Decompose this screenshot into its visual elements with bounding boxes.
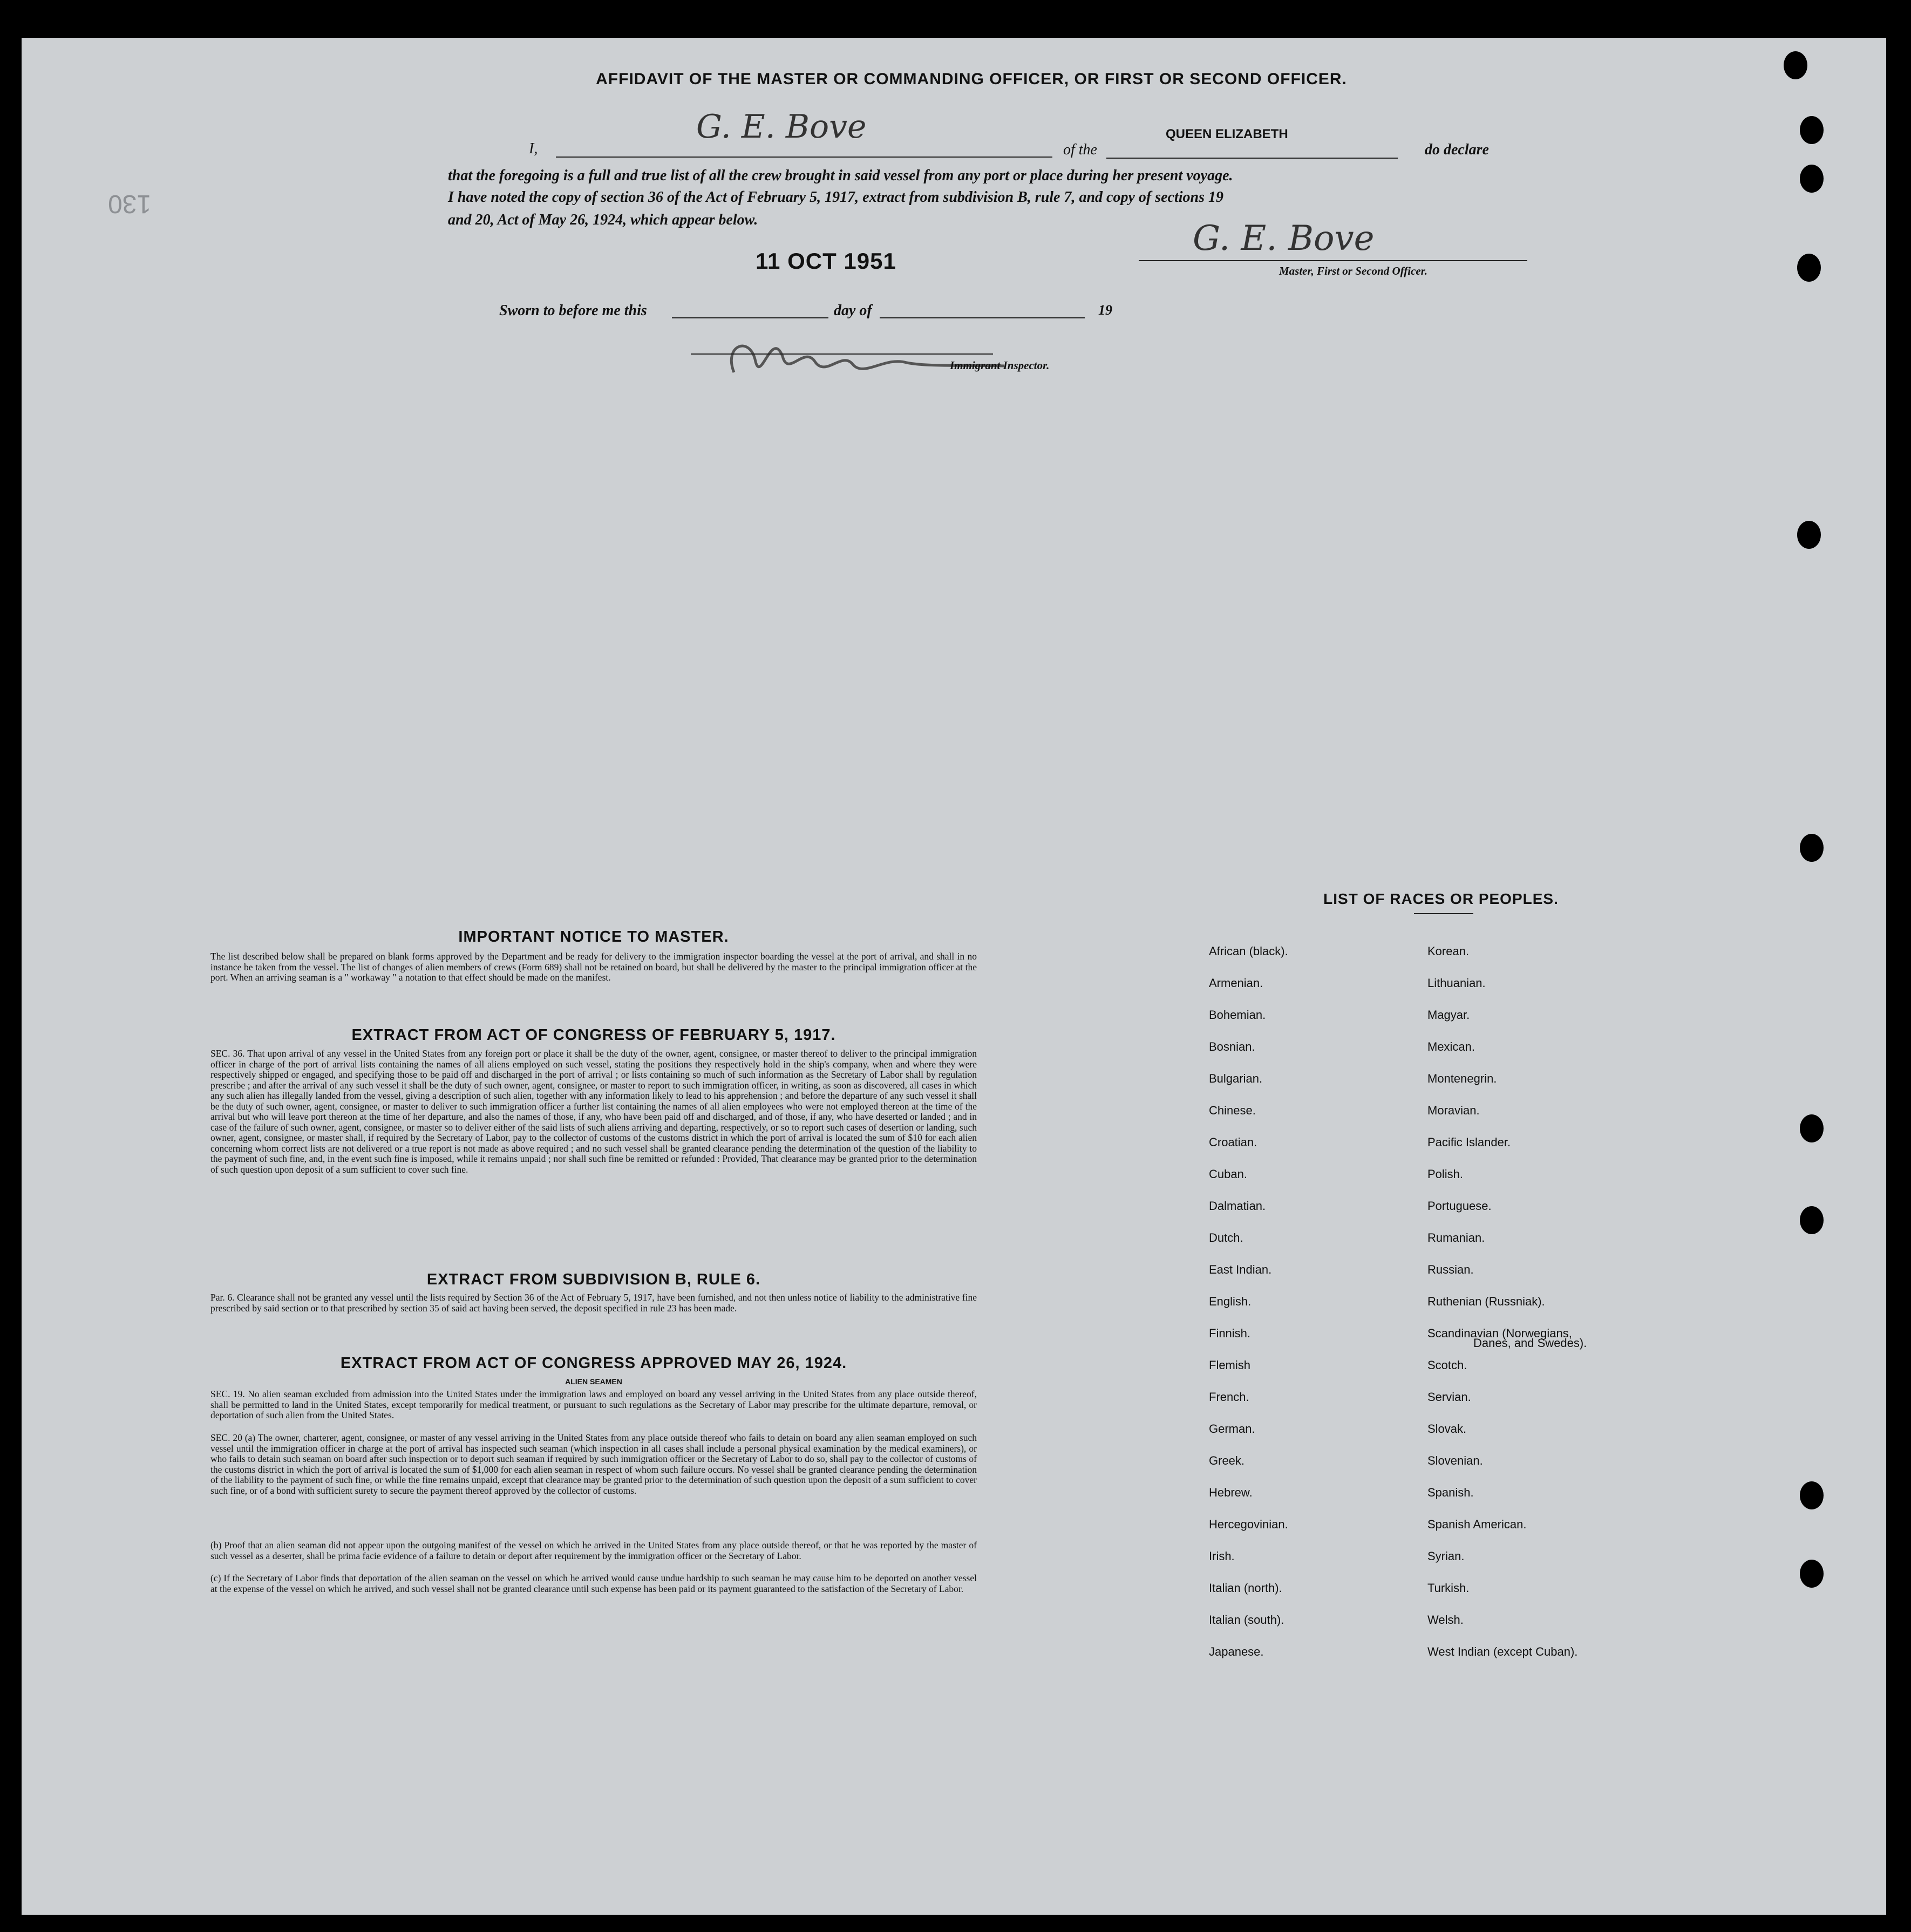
master-caption: Master, First or Second Officer. <box>1279 264 1427 277</box>
race-left-item: Flemish <box>1209 1358 1251 1372</box>
race-right-item: West Indian (except Cuban). <box>1427 1645 1578 1658</box>
punch-hole <box>1800 1560 1824 1588</box>
notice-heading: IMPORTANT NOTICE TO MASTER. <box>458 928 729 945</box>
affidavit-line-4: and 20, Act of May 26, 1924, which appear below. <box>448 212 758 228</box>
affidavit-i-label: I, <box>529 140 538 157</box>
race-left-item: Bosnian. <box>1209 1040 1255 1053</box>
extract-1924-sec20b: (b) Proof that an alien seaman did not appear upon the outgoing manifest of the vessel on which he arrived in the United States from any place outside thereof, or that he was reported by the master of such vessel as a deserter, shall be prima facie evidence of a failure to detain or deport after requirement by the immigration officer or the Secretary of Labor. <box>210 1540 977 1561</box>
punch-hole <box>1800 165 1824 193</box>
race-left-item: East Indian. <box>1209 1263 1272 1276</box>
race-right-item: Scotch. <box>1427 1358 1467 1372</box>
race-left-item: Chinese. <box>1209 1104 1256 1117</box>
race-right-item: Ruthenian (Russniak). <box>1427 1295 1545 1308</box>
extract-1924-sec19: SEC. 19. No alien seaman excluded from admission into the United States under the immigration laws and employed on board any vessel arriving in the United States from any place outside thereof, shall be permitted to land in the United States, except temporarily for medical treatment, or pursuant to such regulations as the Secretary of Labor may prescribe for the ultimate departure, removal, or deportation of such alien from the United States. <box>210 1389 977 1420</box>
sworn-day-label: day of <box>834 302 872 319</box>
race-left-item: Italian (south). <box>1209 1613 1284 1627</box>
punch-hole <box>1800 834 1824 862</box>
race-left-item: Finnish. <box>1209 1326 1251 1340</box>
race-right-item: Slovak. <box>1427 1422 1467 1436</box>
race-right-item: Slovenian. <box>1427 1454 1483 1467</box>
race-right-item: Syrian. <box>1427 1549 1465 1563</box>
extract-1924-sec20c: (c) If the Secretary of Labor finds that deportation of the alien seaman on the vessel on which he arrived would cause undue hardship to such seaman he may cause him to be deported on another vessel at the expense of the vessel on which he arrived, and such vessel shall not be granted clearance until such expense has been paid or its payment guaranteed to the satisfaction of the Secretary of Labor. <box>210 1573 977 1594</box>
extract-1917-text: SEC. 36. That upon arrival of any vessel in the United States from any foreign port or place it shall be the duty of the owner, agent, consignee, or master thereof to deliver to the principal immigration officer in charge of the port of arrival lists containing the names of all aliens employed on such vessel, stating the positions they respectively hold in the ship's company, when and where they were respectively shipped or engaged, and specifying those to be paid off and discharged in the port of arrival ; or lists containing so much of such information as the Secretary of Labor shall by regulation prescribe ; and after the arrival of any such vessel it shall be the duty of such owner, agent, consignee, or master to report to such immigration officer, in writing, as soon as discovered, all cases in which any such alien has illegally landed from the vessel, giving a description of such alien, together with any information likely to lead to his apprehension ; and before the departure of any such vessel it shall be the duty of such owner, agent, consignee, or master to deliver to such immigration officer a further list containing the names of all alien employees who were not employed thereon at the time of the arrival but who will leave port thereon at the time of her departure, and also the names of those, if any, who have been paid off and discharged, and of those, if any, who have deserted or landed ; and in case of the failure of such owner, agent, consignee, or master so to deliver either of the said lists of such aliens arriving and departing, respectively, or so to report such cases of desertion or landing, such owner, agent, consignee, or master shall, if required by the Secretary of Labor, pay to the collector of customs of the customs district in which the port of arrival is located the sum of $10 for each alien concerning whom correct lists are not delivered or a true report is not made as above required ; and no such vessel shall be granted clearance pending the determination of the question of the liability to the payment of such fine, and, in the event such fine is imposed, while it remains unpaid ; nor shall such fine be remitted or refunded : Provided, That clearance may be granted prior to the determination of such question upon deposit of a sum sufficient to cover such fine. <box>210 1048 977 1175</box>
page-number: 130 <box>108 189 152 218</box>
race-right-item: Rumanian. <box>1427 1231 1485 1244</box>
punch-hole <box>1800 1481 1824 1509</box>
race-right-item: Montenegrin. <box>1427 1072 1497 1085</box>
affidavit-declare: do declare <box>1425 141 1489 158</box>
race-right-item: Mexican. <box>1427 1040 1475 1053</box>
extract-1924-heading: EXTRACT FROM ACT OF CONGRESS APPROVED MAY 26, 1924. <box>340 1355 847 1372</box>
race-left-item: English. <box>1209 1295 1252 1308</box>
race-left-item: Italian (north). <box>1209 1581 1282 1595</box>
race-right-item: Scandinavian (Norwegians, <box>1427 1326 1572 1340</box>
date-stamp: 11 OCT 1951 <box>756 248 896 274</box>
race-right-item: Lithuanian. <box>1427 976 1486 990</box>
race-left-item: Bulgarian. <box>1209 1072 1263 1085</box>
punch-hole <box>1797 521 1821 549</box>
race-left-item: Hebrew. <box>1209 1486 1253 1499</box>
master-name-line <box>556 157 1052 158</box>
races-heading: LIST OF RACES OR PEOPLES. <box>1323 890 1559 907</box>
affidavit-line-2: that the foregoing is a full and true list of all the crew brought in said vessel from any port or place during her present voyage. <box>448 167 1233 184</box>
affidavit-of-the: of the <box>1063 141 1097 158</box>
notice-text: The list described below shall be prepared on blank forms approved by the Department and be ready for delivery to the immigration inspector boarding the vessel at the port of arrival, and shall in no instance be taken from the vessel. The list of changes of alien members of crews (Form 689) shall not be retained on board, but shall be delivered by the master to the principal immigration officer at the port. When an arriving seaman is a " workaway " a notation to that effect should be made on the manifest. <box>210 951 977 983</box>
race-left-item: Dalmatian. <box>1209 1199 1266 1213</box>
race-left-item: Croatian. <box>1209 1135 1257 1149</box>
master-signature: G. E. Bove <box>1193 219 1375 258</box>
race-right-item: Turkish. <box>1427 1581 1470 1595</box>
race-right-item: Magyar. <box>1427 1008 1470 1022</box>
punch-hole <box>1800 1114 1824 1142</box>
punch-hole <box>1797 254 1821 282</box>
sworn-prefix: Sworn to before me this <box>499 302 647 319</box>
race-right-item: Korean. <box>1427 944 1470 958</box>
race-right-item: Russian. <box>1427 1263 1474 1276</box>
race-left-item: Japanese. <box>1209 1645 1264 1658</box>
punch-hole <box>1784 51 1807 79</box>
extract-1924-sec20a: SEC. 20 (a) The owner, charterer, agent, consignee, or master of any vessel arriving in the United States from any place outside thereof who fails to detain on board any alien seaman employed on such vessel until the immigration officer in charge at the port of arrival has inspected such seaman (which inspection in all cases shall include a personal physical examination by the medical examiners), or who fails to detain such seaman on board after such inspection or to deport such seaman if required by such immigration officer or the Secretary of Labor to do so, shall pay to the collector of customs of the customs district in which the port of arrival is located the sum of $1,000 for each alien seaman in respect of whom such failure occurs. No vessel shall be granted clearance pending the determination of the liability to the payment of such fine, or while the fine remains unpaid, except that clearance may be granted prior to the determination of such question upon the deposit of a sum sufficient to cover such fine, or of a bond with sufficient surety to secure the payment thereof approved by the collector of customs. <box>210 1432 977 1496</box>
race-right-continuation: Danes, and Swedes). <box>1473 1336 1587 1350</box>
master-signature-line <box>1139 260 1527 261</box>
master-name-handwritten: G. E. Bove <box>696 108 867 146</box>
race-left-item: Greek. <box>1209 1454 1245 1467</box>
race-right-item: Moravian. <box>1427 1104 1480 1117</box>
document-sheet <box>22 38 1886 1915</box>
extract-rule6-text: Par. 6. Clearance shall not be granted any vessel until the lists required by Section 36 of the Act of February 5, 1917, have been furnished, and not then unless notice of liability to the administrative fine prescribed by said section or to that prescribed by section 35 of said act having been served, the deposit specified in rule 23 has been made. <box>210 1292 977 1314</box>
race-left-item: Irish. <box>1209 1549 1235 1563</box>
race-left-item: German. <box>1209 1422 1255 1436</box>
race-left-item: Bohemian. <box>1209 1008 1266 1022</box>
inspector-caption: Immigrant Inspector. <box>950 359 1050 372</box>
extract-1917-heading: EXTRACT FROM ACT OF CONGRESS OF FEBRUARY 5, 1917. <box>351 1026 836 1044</box>
extract-rule6-heading: EXTRACT FROM SUBDIVISION B, RULE 6. <box>426 1271 761 1288</box>
race-right-item: Polish. <box>1427 1167 1464 1181</box>
race-right-item: Pacific Islander. <box>1427 1135 1511 1149</box>
races-heading-underline <box>1414 913 1473 914</box>
race-right-item: Portuguese. <box>1427 1199 1492 1213</box>
race-right-item: Servian. <box>1427 1390 1471 1404</box>
race-left-item: Cuban. <box>1209 1167 1247 1181</box>
race-right-item: Spanish American. <box>1427 1518 1527 1531</box>
race-right-item: Welsh. <box>1427 1613 1464 1627</box>
punch-hole <box>1800 116 1824 144</box>
sworn-year: 19 <box>1098 302 1112 318</box>
punch-hole <box>1800 1206 1824 1234</box>
vessel-line <box>1106 158 1398 159</box>
extract-1924-subheading: ALIEN SEAMEN <box>565 1377 622 1386</box>
race-right-item: Spanish. <box>1427 1486 1474 1499</box>
vessel-name: QUEEN ELIZABETH <box>1166 127 1288 141</box>
race-left-item: French. <box>1209 1390 1249 1404</box>
affidavit-line-3: I have noted the copy of section 36 of the Act of February 5, 1917, extract from subdivision B, rule 7, and copy of sections 19 <box>448 189 1224 206</box>
race-left-item: African (black). <box>1209 944 1288 958</box>
inspector-line <box>691 353 993 355</box>
race-left-item: Hercegovinian. <box>1209 1518 1288 1531</box>
race-left-item: Dutch. <box>1209 1231 1243 1244</box>
affidavit-heading: AFFIDAVIT OF THE MASTER OR COMMANDING OFFICER, OR FIRST OR SECOND OFFICER. <box>596 70 1347 88</box>
race-left-item: Armenian. <box>1209 976 1263 990</box>
